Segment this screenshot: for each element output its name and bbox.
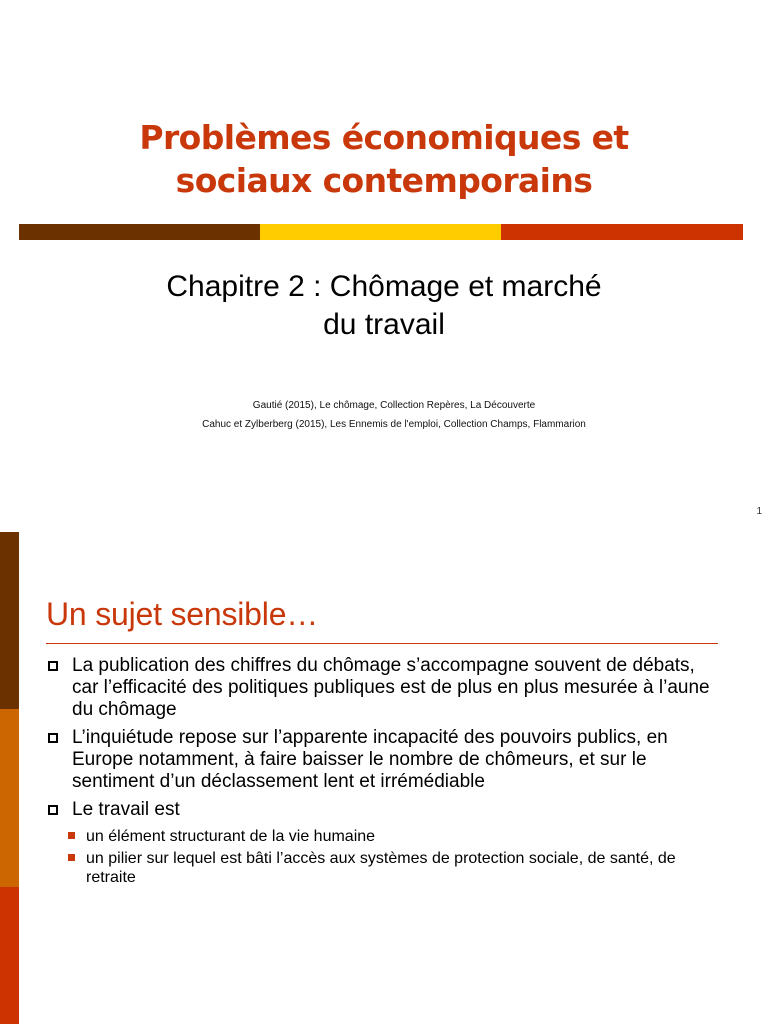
bullet-text: Le travail est [72, 799, 180, 820]
sidebar-segment-orange [0, 709, 19, 887]
sub-bullet-item [46, 849, 694, 887]
reference-cahuc: Cahuc et Zylberberg (2015), Les Ennemis de l'emploi, Collection Champs, Flammarion [202, 419, 586, 430]
sub-bullet-text: un pilier sur lequel est bâti l’accès aux systèmes de protection sociale, de santé, de retraite [86, 850, 676, 886]
decorative-sidebar [0, 532, 19, 1024]
sub-bullet-text: un élément structurant de la vie humaine [86, 828, 376, 845]
page-number: 1 [756, 506, 762, 517]
filled-square-bullet-icon [68, 854, 75, 861]
sidebar-segment-red [0, 887, 19, 1024]
chapter-subtitle-line-1: Chapitre 2 : Chômage et marché [166, 270, 602, 303]
bullet-item [46, 655, 726, 721]
content-slide [0, 532, 768, 1024]
stripe-segment-red [501, 224, 743, 240]
square-bullet-icon [48, 661, 58, 671]
chapter-subtitle [0, 268, 768, 344]
sidebar-segment-brown [0, 532, 19, 709]
bullet-item [46, 727, 726, 793]
presentation-title-line-1: Problèmes économiques et [139, 118, 629, 157]
bullet-text: L’inquiétude repose sur l’apparente incapacité des pouvoirs publics, en Europe notamment, à faire baisser le nombre de chômeurs, et sur le sentiment d’un déclassement lent et irrémédiable [72, 727, 668, 792]
slide-title: Un sujet sensible… [46, 596, 319, 632]
bullet-item [46, 799, 726, 821]
chapter-subtitle-line-2: du travail [323, 308, 445, 341]
filled-square-bullet-icon [68, 832, 75, 839]
bullet-list [46, 655, 726, 890]
decorative-stripe [19, 224, 743, 240]
references [0, 396, 768, 434]
bullet-text: La publication des chiffres du chômage s’accompagne souvent de débats, car l’efficacité des politiques publiques est de plus en plus mesurée à l’aune du chômage [72, 655, 710, 720]
presentation-title-line-2: sociaux contemporains [175, 161, 593, 200]
stripe-segment-yellow [260, 224, 501, 240]
square-bullet-icon [48, 733, 58, 743]
square-bullet-icon [48, 805, 58, 815]
sub-bullet-item [46, 827, 694, 846]
presentation-title [0, 116, 768, 202]
title-underline [46, 643, 718, 644]
reference-gautie: Gautié (2015), Le chômage, Collection Repères, La Découverte [252, 400, 536, 411]
stripe-segment-brown [19, 224, 260, 240]
